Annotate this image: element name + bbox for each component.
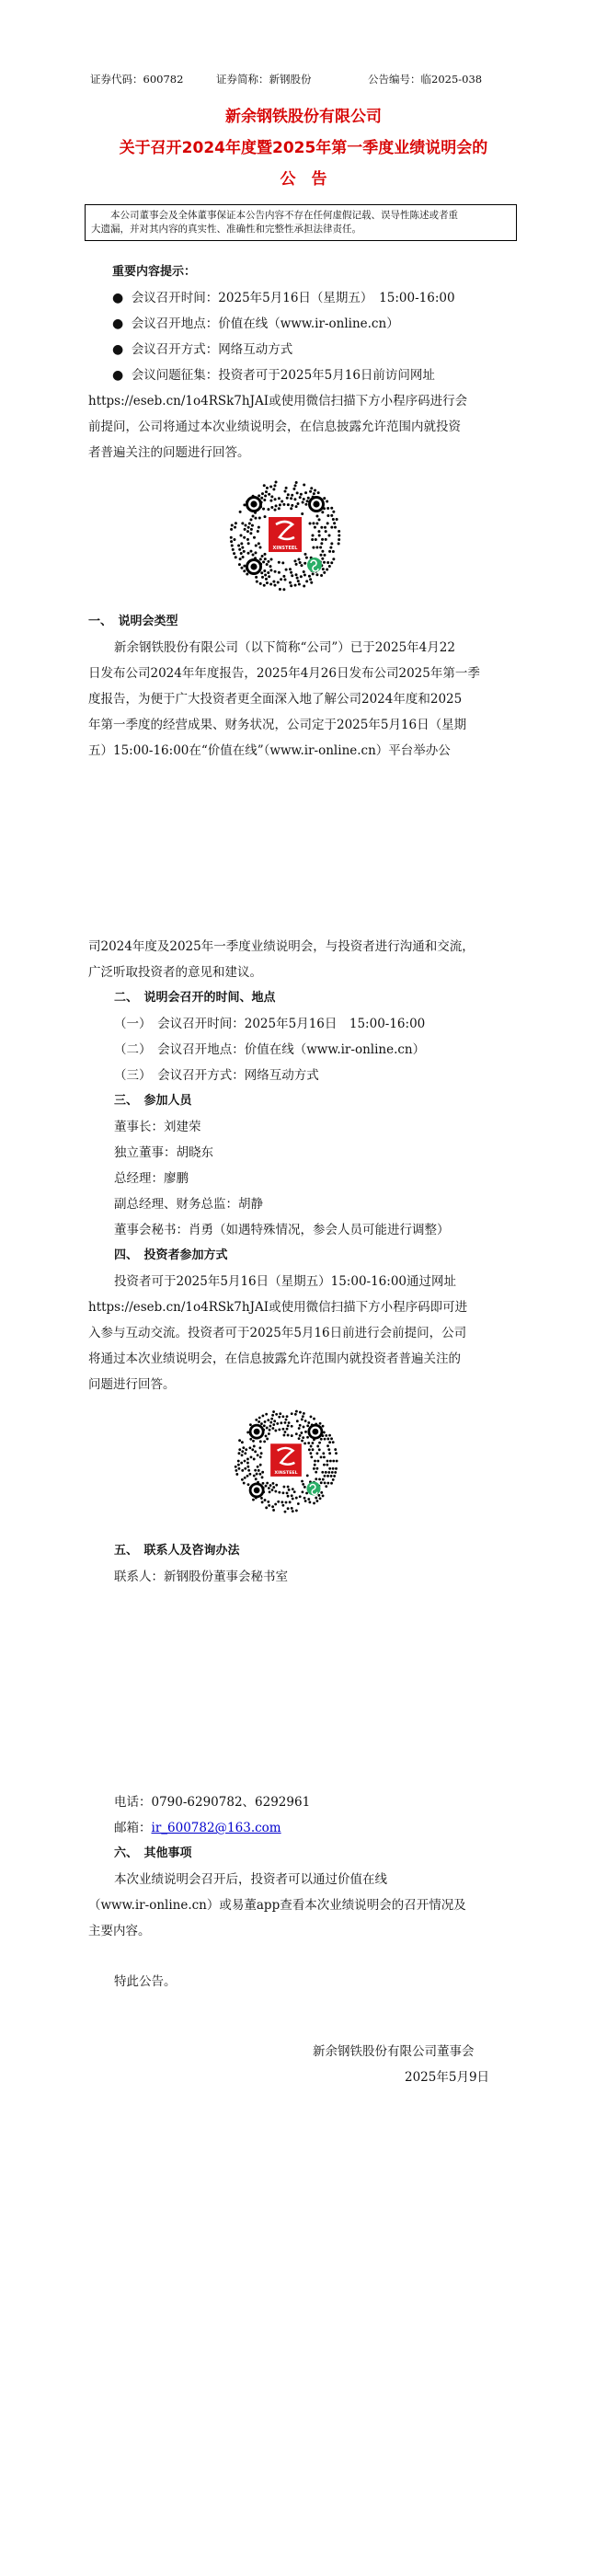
section-2-item: （一） 会议召开时间：2025年5月16日 15:00-16:00 — [114, 1017, 426, 1031]
bullet-dot-icon: ● — [112, 342, 124, 357]
disclaimer-box — [85, 204, 517, 241]
signature-board: 新余钢铁股份有限公司董事会 — [313, 2044, 475, 2059]
section-6-heading: 六、 其他事项 — [114, 1846, 192, 1860]
attendee: 董事长：刘建荣 — [114, 1120, 201, 1134]
section-1-line: 广泛听取投资者的意见和建议。 — [88, 965, 262, 980]
email-label: 邮箱： — [114, 1821, 152, 1835]
wechat-miniprogram-icon — [307, 1482, 321, 1496]
qr-finder-icon — [246, 496, 262, 512]
section-3-heading: 三、 参加人员 — [114, 1094, 192, 1108]
bullet-continuation: 前提问，公司将通过本次业绩说明会，在信息披露允许范围内就投资 — [88, 420, 461, 434]
bullet-continuation: 者普遍关注的问题进行回答。 — [88, 445, 250, 460]
company-logo-icon — [270, 1443, 302, 1477]
section-1-line: 司2024年度及2025年一季度业绩说明会，与投资者进行沟通和交流， — [88, 939, 475, 954]
svg-text:XINSTEEL: XINSTEEL — [272, 546, 298, 551]
company-title: 新余钢铁股份有限公司 — [225, 108, 382, 126]
section-6-line: 本次业绩说明会召开后，投资者可以通过价值在线 — [114, 1872, 387, 1887]
bullet-item: ● 会议召开方式：网络互动方式 — [112, 342, 293, 357]
bullet-dot-icon: ● — [112, 291, 124, 305]
qr-finder-icon — [307, 1424, 323, 1440]
qr-finder-icon — [249, 1424, 265, 1440]
bullet-dot-icon: ● — [112, 316, 124, 331]
bullet-item: ● 会议召开地点：价值在线（www.ir-online.cn） — [112, 316, 399, 331]
stock-abbreviation: 证券简称：新钢股份 — [216, 73, 312, 86]
disclaimer-line-2: 大遗漏，并对其内容的真实性、准确性和完整性承担法律责任。 — [91, 224, 361, 235]
attendee: 副总经理、财务总监：胡静 — [114, 1197, 263, 1212]
qr-finder-icon — [308, 496, 325, 512]
wechat-miniprogram-qr-code[interactable] — [231, 1406, 341, 1516]
section-6-line: （www.ir-online.cn）或易董app查看本次业绩说明会的召开情况及 — [88, 1898, 466, 1913]
notice-number: 公告编号：临2025-038 — [368, 73, 483, 86]
qr-finder-icon — [249, 1482, 265, 1498]
signature-date: 2025年5月9日 — [405, 2070, 490, 2085]
disclaimer-line-1: 本公司董事会及全体董事保证本公告内容不存在任何虚假记载、误导性陈述或者重 — [110, 210, 458, 221]
section-4-heading: 四、 投资者参加方式 — [114, 1248, 228, 1262]
section-4-line: 将通过本次业绩说明会，在信息披露允许范围内就投资者普遍关注的 — [88, 1351, 461, 1366]
section-4-line: https://eseb.cn/1o4RSk7hJAI或使用微信扫描下方小程序码即可进 — [88, 1300, 468, 1315]
section-6-line: 主要内容。 — [88, 1924, 151, 1938]
section-1-heading: 一、 说明会类型 — [88, 615, 178, 628]
wechat-miniprogram-icon — [307, 558, 322, 572]
section-5-heading: 五、 联系人及咨询办法 — [114, 1544, 240, 1558]
section-1-line: 新余钢铁股份有限公司（以下简称“公司”）已于2025年4月22 — [114, 640, 455, 655]
section-4-line: 问题进行回答。 — [88, 1377, 176, 1392]
key-info-heading: 重要内容提示： — [112, 265, 197, 279]
bullet-dot-icon: ● — [112, 368, 124, 383]
email-link[interactable]: ir_600782@163.com — [151, 1821, 281, 1835]
section-2-item: （三） 会议召开方式：网络互动方式 — [114, 1068, 319, 1083]
contact-email-row — [114, 1815, 281, 1841]
contact-person: 联系人：新钢股份董事会秘书室 — [114, 1570, 288, 1584]
section-4-line: 入参与互动交流。投资者可于2025年5月16日前进行会前提问，公司 — [88, 1326, 467, 1340]
section-1-line: 年第一季度的经营成果、财务状况，公司定于2025年5月16日（星期 — [88, 718, 467, 732]
section-2-heading: 二、 说明会召开的时间、地点 — [114, 991, 276, 1005]
qr-finder-icon — [246, 558, 262, 575]
contact-phone: 电话：0790-6290782、6292961 — [114, 1795, 311, 1810]
section-1-line: 五）15:00-16:00在“价值在线”（www.ir-online.cn）平台举办公 — [88, 743, 451, 758]
company-logo-icon — [269, 517, 302, 552]
attendee: 总经理：廖鹏 — [114, 1171, 189, 1186]
attendee: 董事会秘书：肖勇（如遇特殊情况，参会人员可能进行调整） — [114, 1223, 450, 1237]
section-4-line: 投资者可于2025年5月16日（星期五）15:00-16:00通过网址 — [114, 1274, 456, 1289]
closing-remark: 特此公告。 — [114, 1974, 177, 1989]
section-1-line: 度报告，为便于广大投资者更全面深入地了解公司2024年度和2025 — [88, 692, 463, 707]
bullet-item: ● 会议召开时间：2025年5月16日（星期五） 15:00-16:00 — [112, 291, 455, 305]
attendee: 独立董事：胡晓东 — [114, 1145, 213, 1160]
section-2-item: （二） 会议召开地点：价值在线（www.ir-online.cn） — [114, 1042, 426, 1057]
section-1-line: 日发布公司2024年年度报告，2025年4月26日发布公司2025年第一季 — [88, 666, 480, 681]
notice-subject: 关于召开2024年度暨2025年第一季度业绩说明会的 — [119, 139, 488, 157]
bullet-item: ● 会议问题征集：投资者可于2025年5月16日前访问网址 — [112, 368, 435, 383]
bullet-continuation: https://eseb.cn/1o4RSk7hJAI或使用微信扫描下方小程序码进行会 — [88, 394, 468, 408]
wechat-miniprogram-qr-code[interactable] — [226, 477, 344, 594]
svg-text:XINSTEEL: XINSTEEL — [274, 1471, 298, 1477]
stock-code: 证券代码：600782 — [90, 73, 184, 86]
notice-doc-type: 公 告 — [280, 170, 327, 189]
